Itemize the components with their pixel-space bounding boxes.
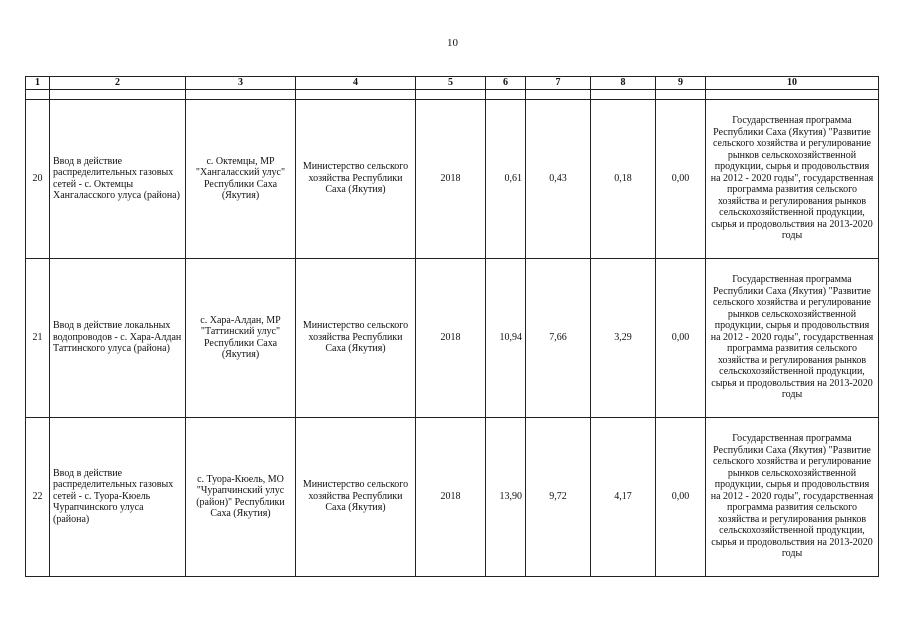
column-header: 8 xyxy=(591,77,656,90)
investment-table xyxy=(25,76,879,577)
spacer-row xyxy=(26,89,879,99)
page-number: 10 xyxy=(447,37,458,49)
column-header: 10 xyxy=(706,77,879,90)
responsible-ministry: Министерство сельского хозяйства Республики Саха (Якутия) xyxy=(296,258,416,417)
column-header: 1 xyxy=(26,77,50,90)
amount-col8: 4,17 xyxy=(591,417,656,576)
row-number: 21 xyxy=(26,258,50,417)
total-amount: 0,61 xyxy=(486,99,526,258)
responsible-ministry: Министерство сельского хозяйства Республики Саха (Якутия) xyxy=(296,99,416,258)
total-amount: 10,94 xyxy=(486,258,526,417)
row-number: 22 xyxy=(26,417,50,576)
amount-col8: 3,29 xyxy=(591,258,656,417)
column-header: 9 xyxy=(656,77,706,90)
project-name: Ввод в действие распределительных газовых сетей - с. Туора-Кюель Чурапчинского улуса (района) xyxy=(50,417,186,576)
table-row xyxy=(26,417,879,576)
amount-col9: 0,00 xyxy=(656,258,706,417)
project-name: Ввод в действие локальных водопроводов - с. Хара-Алдан Таттинского улуса (района) xyxy=(50,258,186,417)
amount-col9: 0,00 xyxy=(656,99,706,258)
amount-col7: 0,43 xyxy=(526,99,591,258)
column-header: 2 xyxy=(50,77,186,90)
column-header: 6 xyxy=(486,77,526,90)
amount-col7: 9,72 xyxy=(526,417,591,576)
column-header: 5 xyxy=(416,77,486,90)
total-amount: 13,90 xyxy=(486,417,526,576)
project-location: с. Хара-Алдан, МР "Таттинский улус" Республики Саха (Якутия) xyxy=(186,258,296,417)
project-location: с. Октемцы, МР "Хангаласский улус" Республики Саха (Якутия) xyxy=(186,99,296,258)
year: 2018 xyxy=(416,258,486,417)
column-header: 4 xyxy=(296,77,416,90)
state-program: Государственная программа Республики Саха (Якутия) "Развитие сельского хозяйства и регулирование рынков сельскохозяйственной продукции, сырья и продовольствия на 2012 - 2020 годы", государственная программа развития сельского хозяйства и регулирования рынков сельскохозяйственной продукции, сырья и продовольствия на 2013-2020 годы xyxy=(706,258,879,417)
state-program: Государственная программа Республики Саха (Якутия) "Развитие сельского хозяйства и регулирование рынков сельскохозяйственной продукции, сырья и продовольствия на 2012 - 2020 годы", государственная программа развития сельского хозяйства и регулирования рынков сельскохозяйственной продукции, сырья и продовольствия на 2013-2020 годы xyxy=(706,417,879,576)
project-name: Ввод в действие распределительных газовых сетей - с. Октемцы Хангаласского улуса (района) xyxy=(50,99,186,258)
amount-col7: 7,66 xyxy=(526,258,591,417)
column-header: 3 xyxy=(186,77,296,90)
amount-col9: 0,00 xyxy=(656,417,706,576)
state-program: Государственная программа Республики Саха (Якутия) "Развитие сельского хозяйства и регулирование рынков сельскохозяйственной продукции, сырья и продовольствия на 2012 - 2020 годы", государственная программа развития сельского хозяйства и регулирования рынков сельскохозяйственной продукции, сырья и продовольствия на 2013-2020 годы xyxy=(706,99,879,258)
column-header: 7 xyxy=(526,77,591,90)
project-location: с. Туора-Кюель, МО "Чурапчинский улус (район)" Республики Саха (Якутия) xyxy=(186,417,296,576)
column-number-header-row xyxy=(26,77,879,90)
year: 2018 xyxy=(416,99,486,258)
table-row xyxy=(26,99,879,258)
row-number: 20 xyxy=(26,99,50,258)
responsible-ministry: Министерство сельского хозяйства Республики Саха (Якутия) xyxy=(296,417,416,576)
year: 2018 xyxy=(416,417,486,576)
table-row xyxy=(26,258,879,417)
amount-col8: 0,18 xyxy=(591,99,656,258)
